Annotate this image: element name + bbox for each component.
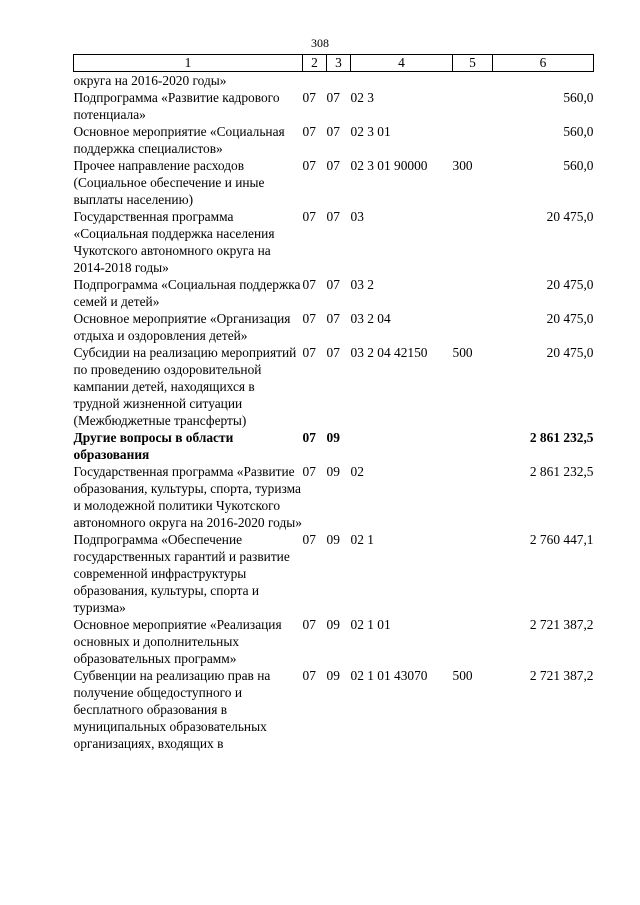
row-amount: 20 475,0: [546, 345, 594, 360]
table-row: [74, 429, 594, 463]
page-number: 308: [311, 36, 329, 50]
row-expense-type: 500: [452, 668, 473, 683]
row-section: [303, 72, 327, 90]
table-row: [74, 531, 594, 616]
table-row: [74, 208, 594, 276]
row-subsection: 09: [326, 430, 340, 445]
row-subsection: 09: [326, 668, 340, 683]
row-target-article: 02: [350, 464, 364, 479]
row-target-article: 02 1: [350, 532, 374, 547]
table-row: [74, 616, 594, 667]
row-section: 07: [302, 345, 316, 360]
row-amount: 560,0: [563, 158, 594, 173]
table-row: [74, 157, 594, 208]
row-subsection: 07: [326, 124, 340, 139]
row-expense-type: [453, 276, 493, 310]
row-subsection: 07: [326, 158, 340, 173]
row-expense-type: 300: [452, 158, 473, 173]
header-col-2: 2: [303, 55, 327, 72]
row-name: Основное мероприятие «Реализация основных и дополнительных образовательных программ»: [73, 617, 282, 666]
row-target-article: 02 3: [350, 90, 374, 105]
row-amount: 2 721 387,2: [529, 668, 594, 683]
row-subsection: 07: [326, 277, 340, 292]
row-expense-type: [453, 531, 493, 616]
row-name: Подпрограмма «Социальная поддержка семей и детей»: [73, 277, 301, 309]
row-target-article: 02 1 01: [350, 617, 391, 632]
row-name: Прочее направление расходов (Социальное обеспечение и иные выплаты населению): [73, 158, 265, 207]
row-target-article: 02 3 01: [350, 124, 391, 139]
row-target-article: 02 3 01 90000: [350, 158, 428, 173]
row-subsection: 09: [326, 617, 340, 632]
row-amount: 2 760 447,1: [529, 532, 594, 547]
row-amount: 2 861 232,5: [529, 430, 594, 445]
row-amount: 20 475,0: [546, 209, 594, 224]
row-expense-type: [453, 616, 493, 667]
row-subsection: 07: [326, 345, 340, 360]
row-section: 07: [302, 124, 316, 139]
row-target-article: 03 2 04 42150: [350, 345, 428, 360]
row-section: 07: [302, 277, 316, 292]
row-section: 07: [302, 617, 316, 632]
row-name: Подпрограмма «Развитие кадрового потенциала»: [73, 90, 280, 122]
table-row: [74, 667, 594, 752]
row-amount: 20 475,0: [546, 277, 594, 292]
row-section: 07: [302, 209, 316, 224]
row-amount: 560,0: [563, 124, 594, 139]
header-col-5: 5: [453, 55, 493, 72]
row-target-article: 03: [350, 209, 364, 224]
row-name: Государственная программа «Развитие образования, культуры, спорта, туризма и молодежной политики Чукотского автономного округа на 2016-2020 годы»: [73, 464, 302, 530]
row-section: 07: [302, 158, 316, 173]
row-name: Субсидии на реализацию мероприятий по проведению оздоровительной кампании детей, находящихся в трудной жизненной ситуации (Межбюджетные трансферты): [73, 345, 297, 428]
row-section: 07: [302, 532, 316, 547]
row-name: округа на 2016-2020 годы»: [73, 73, 227, 88]
row-target-article: [351, 72, 453, 90]
row-name: Государственная программа «Социальная поддержка населения Чукотского автономного округа на 2014-2018 годы»: [73, 209, 275, 275]
header-row: [74, 55, 594, 72]
row-section: 07: [302, 430, 316, 445]
header-col-1: 1: [74, 55, 303, 72]
table-row: [74, 463, 594, 531]
row-expense-type: [453, 429, 493, 463]
row-expense-type: [453, 89, 493, 123]
row-amount: [493, 72, 594, 90]
table-row: [74, 89, 594, 123]
header-col-3: 3: [327, 55, 351, 72]
row-amount: 560,0: [563, 90, 594, 105]
row-target-article: 03 2 04: [350, 311, 391, 326]
row-target-article: 03 2: [350, 277, 374, 292]
row-name: Основное мероприятие «Организация отдыха и оздоровления детей»: [73, 311, 291, 343]
row-expense-type: 500: [452, 345, 473, 360]
row-amount: 2 721 387,2: [529, 617, 594, 632]
row-subsection: 07: [326, 90, 340, 105]
header-col-4: 4: [351, 55, 453, 72]
row-section: 07: [302, 90, 316, 105]
row-subsection: 07: [326, 209, 340, 224]
table-row: [74, 310, 594, 344]
row-expense-type: [453, 310, 493, 344]
row-expense-type: [453, 72, 493, 90]
header-col-6: 6: [493, 55, 594, 72]
row-name: Подпрограмма «Обеспечение государственных гарантий и развитие современной инфраструктуры образования, культуры, спорта и туризма»: [73, 532, 290, 615]
row-section: 07: [302, 311, 316, 326]
row-amount: 2 861 232,5: [529, 464, 594, 479]
row-name: Субвенции на реализацию прав на получение общедоступного и бесплатного образования в муниципальных образовательных организациях, входящих в: [73, 668, 271, 751]
row-subsection: [327, 72, 351, 90]
row-name: Основное мероприятие «Социальная поддержка специалистов»: [73, 124, 285, 156]
row-target-article: [351, 429, 453, 463]
row-expense-type: [453, 123, 493, 157]
row-section: 07: [302, 464, 316, 479]
table-row: [74, 72, 594, 90]
row-target-article: 02 1 01 43070: [350, 668, 428, 683]
table-row: [74, 123, 594, 157]
row-subsection: 09: [326, 532, 340, 547]
row-subsection: 07: [326, 311, 340, 326]
row-name: Другие вопросы в области образования: [73, 430, 234, 462]
row-section: 07: [302, 668, 316, 683]
row-expense-type: [453, 463, 493, 531]
row-amount: 20 475,0: [546, 311, 594, 326]
row-expense-type: [453, 208, 493, 276]
table-row: [74, 344, 594, 429]
row-subsection: 09: [326, 464, 340, 479]
budget-table: [73, 54, 594, 752]
table-row: [74, 276, 594, 310]
